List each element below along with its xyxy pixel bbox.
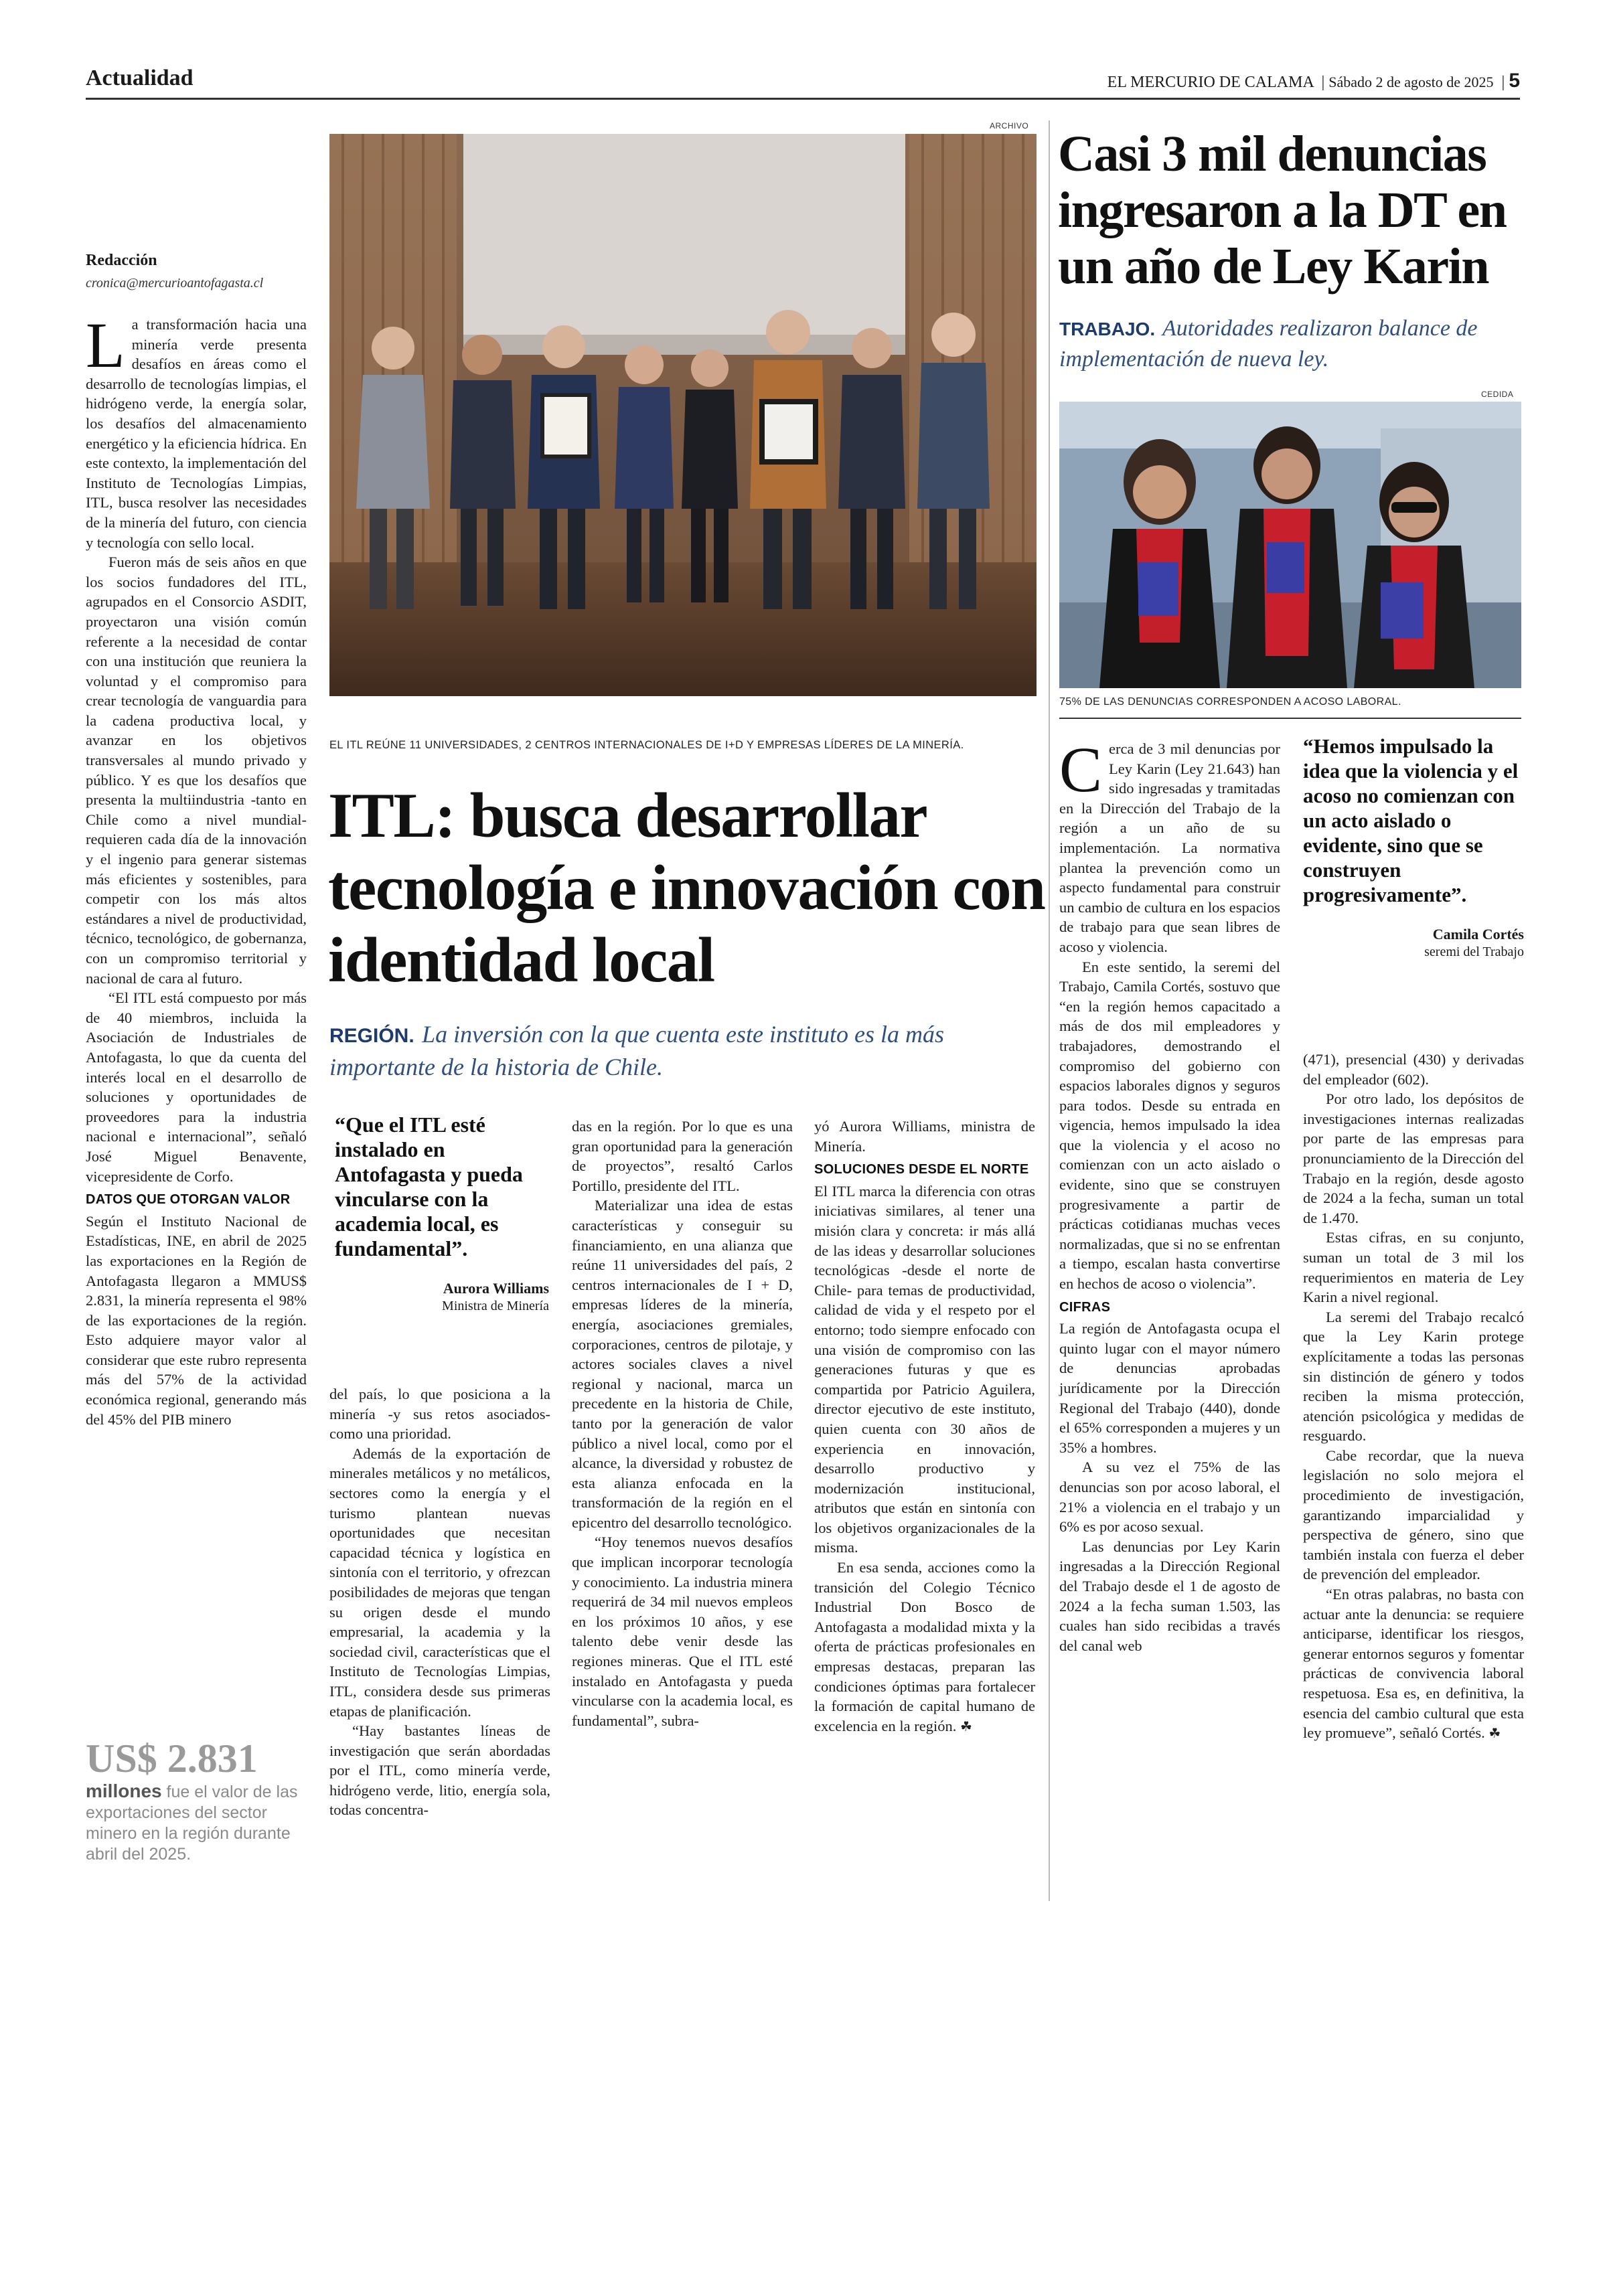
karin-column-2 xyxy=(1303,1050,1524,1744)
karin-pull-quote xyxy=(1303,734,1524,960)
itl-column-3 xyxy=(572,1117,793,1730)
karin-photo-caption: 75% DE LAS DENUNCIAS CORRESPONDEN A ACOSO LABORAL. xyxy=(1059,696,1401,708)
stat-text: fue el valor de las exportaciones del sector minero en la región durante abril del 2025. xyxy=(86,1783,298,1864)
itl-kicker: REGIÓN. xyxy=(329,1025,414,1047)
karin-c2-p2: Por otro lado, los depósitos de investigaciones internas realizadas por parte de las empresas para pronunciamiento de la Dirección del Trabajo en la región, desde agosto de 2024 a la fecha, suman un total de 1.470. xyxy=(1303,1090,1524,1226)
end-mark-icon: ☘ xyxy=(960,1718,972,1734)
itl-quote-name: Aurora Williams xyxy=(443,1280,549,1297)
issue-date: Sábado 2 de agosto de 2025 xyxy=(1328,74,1494,90)
karin-deck xyxy=(1059,313,1528,374)
paper-name: EL MERCURIO DE CALAMA xyxy=(1107,74,1314,91)
byline: Redacción xyxy=(86,252,157,269)
karin-subhead-cifras: CIFRAS xyxy=(1059,1299,1111,1315)
itl-headline: ITL: busca desarrollar tecnología e innovación con identidad local xyxy=(328,780,1045,995)
itl-c4-p2: El ITL marca la diferencia con otras iniciativas similares, al tener una misión clara y concreta: ir más allá de las ideas y desarrollar soluciones tecnológicas -desde el norte de Chile- para temas de productividad, calidad de vida y el respeto por el entorno; todo siempre enfocado con una visión de compromiso con las generaciones futuras y que es compartida por Patricio Aguilera, director ejecutivo de este instituto, quien cuenta con 30 años de experiencia en innovación, desarrollo productivo y modernización institucional, atributos que están en sintonía con los objetivos organizacionales de la misma. xyxy=(814,1182,1035,1556)
end-mark-icon: ☘ xyxy=(1488,1725,1501,1742)
itl-quote-text: “Que el ITL esté instalado en Antofagasta y pueda vincularse con la academia local, es fundamental”. xyxy=(335,1113,523,1260)
column-divider xyxy=(1049,120,1050,1901)
karin-quote-name: Camila Cortés xyxy=(1432,926,1524,942)
karin-c1-p5: Las denuncias por Ley Karin ingresadas a la Dirección Regional del Trabajo desde el 1 de agosto de 2024 a la fecha suman 1.503, las cuales han sido recibidas a través del canal web xyxy=(1059,1538,1280,1654)
karin-c2-p6-text: “En otras palabras, no basta con actuar ante la denuncia: se requiere anticiparse, identificar los riesgos, generar entornos seguros y fomentar prácticas de convivencia laboral respetuosa. Esa es, en definitiva, la esencia del cambio cultural que esta ley promueve”, señaló Cortés. xyxy=(1303,1586,1524,1742)
photo-credit: ARCHIVO xyxy=(990,121,1029,131)
karin-kicker: TRABAJO. xyxy=(1059,319,1156,339)
itl-c3-p2: Materializar una idea de estas características y conseguir su financiamiento, en una alianza que reúne 11 universidades del país, 2 centros internacionales de I + D, empresas líderes de la minería, energía, asociaciones gremiales, corporaciones, centros de pilotaje, y actores sociales claves a nivel regional y nacional, marca un precedente en la historia de Chile, tanto por la generación de valor público a nivel local, como por el alcance, la diversidad y robustez de esta alianza enfocada en la transformación de la región en el epicentro del desarrollo tecnológico. xyxy=(572,1197,793,1531)
itl-column-2 xyxy=(329,1384,550,1820)
itl-c1-p4: Según el Instituto Nacional de Estadísticas, INE, en abril de 2025 las exportaciones en la Región de Antofagasta llegaron a MMUS$ 2.831, la minería representa el 98% de las exportaciones de la región. Esto adquiere mayor valor al considerar que este rubro representa más del 57% de la actividad económica regional, generando más del 45% del PIB minero xyxy=(86,1212,307,1428)
karin-c1-p3: La región de Antofagasta ocupa el quinto lugar con el mayor número de denuncias aprobadas jurídicamente por la Dirección Regional del Trabajo (440), donde el 65% corresponden a mujeres y un 35% a hombres. xyxy=(1059,1320,1280,1456)
stat-figure: US$ 2.831 xyxy=(86,1736,258,1781)
itl-c2-p1: del país, lo que posiciona a la minería -y sus retos asociados- como una prioridad. xyxy=(329,1386,550,1443)
karin-c1-p2: En este sentido, la seremi del Trabajo, Camila Cortés, sostuvo que “en la región hemos capacitado a más de dos mil empleadores y trabajadores, demostrando el compromiso del gobierno con espacios laborales dignos y seguros para todos. Desde su entrada en vigencia, hemos impulsado la idea que la violencia y el acoso no comienzan con un acto aislado o evidente, sino que se construyen progresivamente a partir de prácticas cotidianas muchas veces normalizadas, que si no se enfrentan a tiempo, escalan hasta convertirse en hechos de acoso o violencia”. xyxy=(1059,958,1280,1293)
itl-quote-role: Ministra de Minería xyxy=(442,1299,549,1313)
itl-c2-p2: Además de la exportación de minerales metálicos y no metálicos, sectores como la energía y el turismo plantean nuevas oportunidades que necesitan capacidad técnica y logística en sintonía con el territorio, y ofrezcan posibilidades de mejoras que tengan su origen desde el mundo empresarial, la academia y la sociedad civil, características que el Instituto de Tecnologías Limpias, ITL, considera desde sus primeras etapas de planificación. xyxy=(329,1445,550,1720)
itl-pull-quote xyxy=(335,1113,549,1314)
itl-column-1 xyxy=(86,309,307,1429)
karin-c2-p4: La seremi del Trabajo recalcó que la Ley Karin protege explícitamente a todas las personas sin distinción de género y todos reciben la misma protección, atención psicológica y medidas de resguardo. xyxy=(1303,1308,1524,1445)
karin-c2-p3: Estas cifras, en su conjunto, suman un total de 3 mil los requerimientos en materia de Ley Karin a nivel regional. xyxy=(1303,1229,1524,1306)
itl-c3-p3: “Hoy tenemos nuevos desafíos que implican incorporar tecnología y conocimiento. La industria minera requerirá de 34 mil nuevos empleos en los próximos 10 años, y ese talento debe venir desde las regiones mineras. Que el ITL esté instalado en Antofagasta y pueda vincularse con la academia local, es fundamental”, subra- xyxy=(572,1534,793,1729)
karin-quote-text: “Hemos impulsado la idea que la violencia y el acoso no comienzan con un acto aislado o evidente, sino que se construyen progresivamente”. xyxy=(1303,734,1519,906)
itl-subhead-soluciones: SOLUCIONES DESDE EL NORTE xyxy=(814,1162,1029,1177)
itl-c1-p1: a transformación hacia una minería verde presenta desafíos en áreas como el desarrollo de tecnologías limpias, el hidrógeno verde, la energía solar, los desafíos del almacenamiento energético y la eficiencia hídrica. En este contexto, la implementación del Instituto de Tecnologías Limpias, ITL, busca resolver las necesidades de la minería del futuro, con ciencia y tecnología con sello local. xyxy=(86,316,307,551)
itl-deck xyxy=(329,1019,1039,1083)
karin-photo-illustration xyxy=(1059,402,1521,688)
itl-subhead-datos: DATOS QUE OTORGAN VALOR xyxy=(86,1192,291,1208)
karin-c2-p6 xyxy=(1303,1584,1524,1744)
itl-c4-p3-text: En esa senda, acciones como la transición del Colegio Técnico Industrial Don Bosco de Antofagasta a modalidad mixta y la oferta de prácticas profesionales en empresas destacas, preparan las condiciones óptimas para fortalecer la formación de capital humano de excelencia en la región. xyxy=(814,1559,1035,1734)
karin-headline: Casi 3 mil denuncias ingresaron a la DT en un año de Ley Karin xyxy=(1058,126,1507,295)
karin-dropcap: C xyxy=(1059,734,1103,805)
karin-quote-role: seremi del Trabajo xyxy=(1424,945,1524,959)
page-number: 5 xyxy=(1509,70,1520,92)
karin-photo xyxy=(1059,402,1521,688)
itl-c1-p2: Fueron más de seis años en que los socios fundadores del ITL, agrupados en el Consorcio ASDIT, proyectaron una visión común referente a la necesidad de contar con una institución que reuniera la voluntad y el compromiso para crear tecnología de vanguardia para la cadena productiva local, y avanzar en los objetivos transversales al mundo privado y público. Y es que los desafíos que presenta la multiindustria -tanto en Chile como a nivel mundial- requieren cada día de la innovación y el ingenio para generar sistemas más eficientes y sostenibles, para competir con los más altos estándares a nivel de productividad, técnico, tecnológico, de gobernanza, con un compromiso territorial y nacional de cara al futuro. xyxy=(86,554,307,987)
karin-c1-p4: A su vez el 75% de las denuncias son por acoso laboral, el 21% a violencia en el trabajo y un 6% es por acoso sexual. xyxy=(1059,1459,1280,1536)
stat-box xyxy=(86,1736,307,1865)
section-label: Actualidad xyxy=(86,66,194,90)
photo-caption: EL ITL REÚNE 11 UNIVERSIDADES, 2 CENTROS INTERNACIONALES DE I+D Y EMPRESAS LÍDERES DE LA MINERÍA. xyxy=(329,739,964,751)
masthead-line: EL MERCURIO DE CALAMA | Sábado 2 de agosto de 2025 | 5 xyxy=(1107,70,1520,92)
itl-dropcap: L xyxy=(86,309,125,381)
karin-c2-p1: (471), presencial (430) y derivadas del empleador (602). xyxy=(1303,1051,1524,1088)
itl-c1-p3: “El ITL está compuesto por más de 40 miembros, incluida la Asociación de Industriales de Antofagasta, lo que da cuenta del interés local en el desarrollo de soluciones y oportunidades de proveedores para la industria nacional e internacional”, señaló José Miguel Benavente, vicepresidente de Corfo. xyxy=(86,989,307,1185)
byline-email: cronica@mercurioantofagasta.cl xyxy=(86,276,264,291)
group-photo-illustration xyxy=(329,134,1037,696)
itl-c2-p3: “Hay bastantes líneas de investigación que serán abordadas por el ITL, como minería verde, hidrógeno verde, litio, energía sola, todas concentra- xyxy=(329,1722,550,1819)
karin-deck-text: Autoridades realizaron balance de implementación de nueva ley. xyxy=(1059,316,1478,372)
itl-deck-text: La inversión con la que cuenta este instituto es la más importante de la historia de Chile. xyxy=(329,1021,945,1080)
itl-group-photo xyxy=(329,134,1037,696)
karin-caption-rule xyxy=(1059,718,1521,719)
itl-column-4 xyxy=(814,1117,1035,1736)
itl-c4-p3 xyxy=(814,1558,1035,1736)
header-rule xyxy=(86,98,1520,100)
karin-column-1 xyxy=(1059,734,1280,1655)
itl-c3-p1: das en la región. Por lo que es una gran oportunidad para la generación de proyectos”, resaltó Carlos Portillo, presidente del ITL. xyxy=(572,1118,793,1194)
karin-photo-credit: CEDIDA xyxy=(1481,390,1514,399)
itl-c4-p1: yó Aurora Williams, ministra de Minería. xyxy=(814,1118,1035,1155)
stat-unit: millones xyxy=(86,1781,162,1801)
karin-c2-p5: Cabe recordar, que la nueva legislación no solo mejora el procedimiento de investigación, garantizando imparcialidad y perspectiva de género, sino que también instala con fuerza el deber de prevención del empleador. xyxy=(1303,1447,1524,1583)
karin-c1-p1: erca de 3 mil denuncias por Ley Karin (Ley 21.643) han sido ingresadas y tramitadas en la Dirección del Trabajo de la región a un año de su implementación. La normativa plantea la prevención como un aspecto fundamental para construir un cambio de cultura en los espacios de trabajo para que sean libres de acoso y violencia. xyxy=(1059,740,1280,955)
